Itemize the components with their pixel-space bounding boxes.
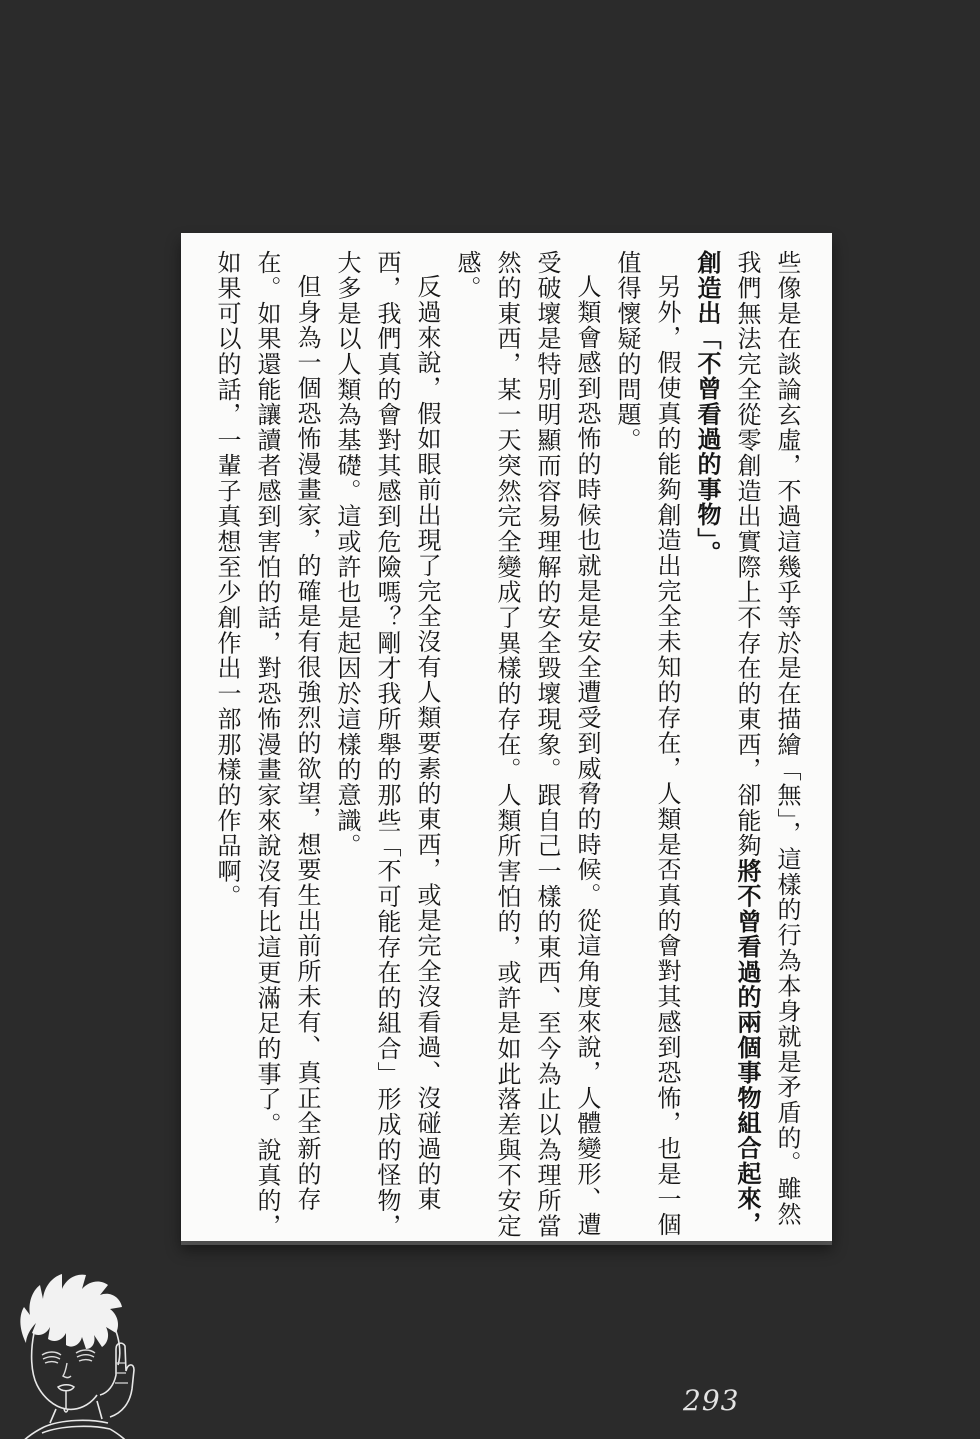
paragraph-5 xyxy=(206,250,326,1246)
hand-shape xyxy=(100,1343,134,1417)
shoulder-lines xyxy=(16,1427,132,1439)
left-eye xyxy=(42,1352,61,1363)
right-eye xyxy=(76,1350,95,1361)
paragraph-1 xyxy=(686,250,806,1246)
collar-shape xyxy=(42,1420,110,1433)
text-segment: 人類會感到恐怖的時候也就是是安全遭受到威脅的時候。從這角度來說，人體變形、遭受破壞是特別明顯而容易理解的安全毀壞現象。跟自己一樣的東西、至今為止以為理所當然的東西，某一天突然完全變成了異樣的存在。人類所害怕的，或許是如此落差與不安定感。 xyxy=(453,250,599,1239)
text-segment: 但身為一個恐怖漫畫家，的確是有很強烈的欲望，想要生出前所未有、真正全新的存在。如果還能讓讀者感到害怕的話，對恐怖漫畫家來說沒有比這更滿足的事了。說真的，如果可以的話，一輩子真想至少創作出一部那樣的作品啊。 xyxy=(213,250,319,1239)
book-page xyxy=(181,233,832,1241)
paragraph-4 xyxy=(326,250,446,1246)
hair-shape xyxy=(20,1274,122,1349)
paragraph-2 xyxy=(606,250,686,1246)
text-segment: 另外，假使真的能夠創造出完全未知的存在，人類是否真的會對其感到恐怖，也是一個值得懷疑的問題。 xyxy=(613,250,679,1238)
text-segment: 些像是在談論玄虛，不過這幾乎等於是在描繪「無」，這樣的行為本身就是矛盾的。雖然我們無法完全從零創造出實際上不存在的東西，卻能夠 xyxy=(733,250,799,1227)
bold-emphasis-segment: 將不曾看過的兩個事物組合起來，創造出「不曾看過的事物」。 xyxy=(693,250,760,1237)
vertical-text-block xyxy=(201,250,806,1246)
nose-line xyxy=(63,1363,71,1378)
paragraph-3 xyxy=(446,250,606,1246)
page-number: 293 xyxy=(683,1384,740,1417)
text-segment: 反過來說，假如眼前出現了完全沒有人類要素的東西，或是完全沒看過、沒碰過的東西，我們真的會對其感到危險嗎？剛才我所舉的那些「不可能存在的組合」形成的怪物，大多是以人類為基礎。這或許也是起因於這樣的意識。 xyxy=(333,250,439,1239)
scared-boy-sketch-icon xyxy=(4,1271,154,1439)
